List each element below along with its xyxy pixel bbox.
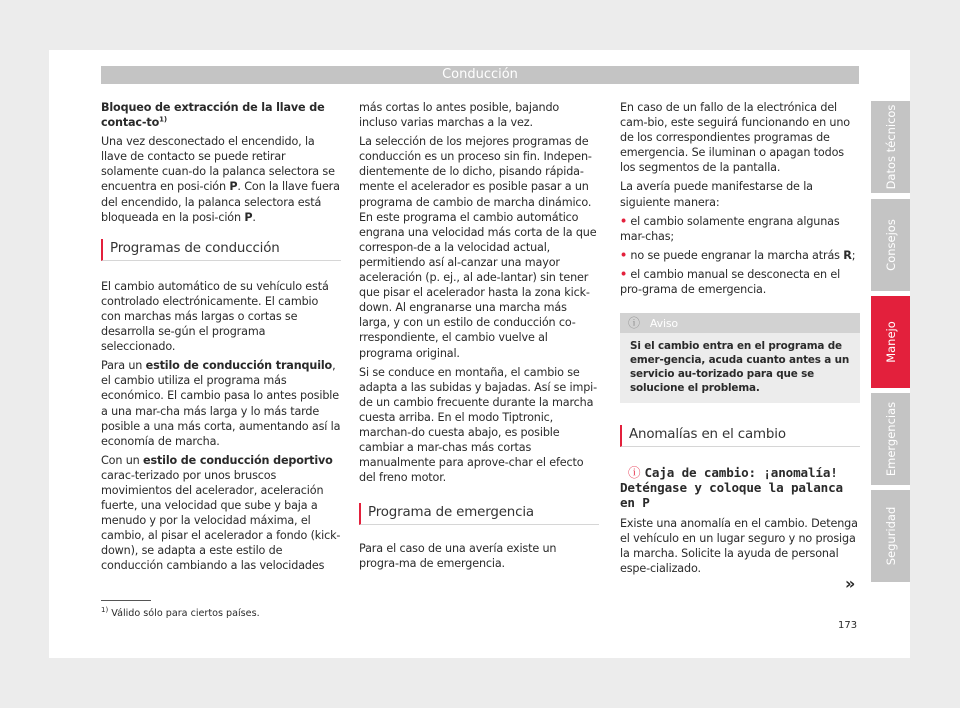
info-icon: ⓘ	[628, 316, 640, 331]
programs-intro: El cambio automático de su vehículo está controlado electrónicamente. El cambio con marchas más largas o cortas se desarrolla se-gún el programa seleccionado.	[101, 279, 329, 354]
paragraph: En caso de un fallo de la electrónica del cam-bio, este seguirá funcionando en uno de los correspondientes programas de emergencia. Se iluminan o apagan todos los segmentos de la pantalla.	[620, 101, 850, 175]
section-heading-anomalies: Anomalías en el cambio	[620, 425, 860, 447]
tranquil-paragraph: Para un estilo de conducción tranquilo, el cambio utiliza el programa más económico. El cambio pasa lo antes posible a una mar-cha más larga y lo más tarde posible a una más corta, aumentando así la economía de marcha.	[101, 359, 341, 448]
continue-arrow-icon: »	[845, 574, 856, 593]
warning-icon: ⓘ	[628, 465, 641, 481]
notice-box	[620, 313, 860, 403]
list-item: • el cambio manual se desconecta en el pro-grama de emergencia.	[620, 267, 841, 297]
footnote-divider	[101, 600, 151, 601]
lock-title: Bloqueo de extracción de la llave de contac-$to^{1)}$	[101, 101, 325, 130]
list-item: • no se puede engranar la marcha atrás R;	[620, 248, 856, 262]
tab-seguridad[interactable]: Seguridad	[871, 490, 910, 582]
footnote-ref: 1)	[159, 115, 167, 124]
column-1	[101, 100, 341, 578]
lock-paragraph: Una vez desconectado el encendido, la llave de contacto se puede retirar solamente cuan-do la palanca selectora se encuentra en posi-ción P. Con la llave fuera del encendido, la palanca selectora está bloqueada en la posi-ción P.	[101, 135, 340, 224]
notice-header: ⓘ Aviso	[620, 313, 860, 333]
paragraph: Existe una anomalía en el cambio. Detenga el vehículo en un lugar seguro y no prosiga la marcha. Solicite la ayuda de personal espe-cializado.	[620, 517, 858, 576]
paragraph: más cortas lo antes posible, bajando incluso varias marchas a la vez.	[359, 101, 560, 130]
column-2	[359, 100, 599, 576]
paragraph: La selección de los mejores programas de conducción es un proceso sin fin. Indepen-dientemente de lo dicho, pisando rápida-mente el acelerador es posible pasar a un programa de cambio de marcha dinámico. En este programa el cambio automático engrana una velocidad más corta de la que correspon-de a la velocidad actual, permitiendo así al-canzar una mayor aceleración (p. ej., al ade-lantar) sin tener que pisar el acelerador hasta la zona kick-down. Al engranarse una marcha más larga, y con un estilo de conducción co-rrespondiente, el cambio vuelve al programa original.	[359, 135, 597, 360]
section-heading-emergency: Programa de emergencia	[359, 503, 599, 525]
sport-paragraph: Con un estilo de conducción deportivo carac-terizado por unos bruscos movimientos del acelerador, aceleración fuerte, una velocidad que sube y baja a menudo y por la velocidad máxima, el cambio, al pisar el acelerador a fondo (kick-down), se adapta a este estilo de conducción cambiando a las velocidades	[101, 453, 341, 573]
page-number: 173	[838, 620, 858, 631]
footnote: $^{1)}$ Válido sólo para ciertos países.	[101, 605, 260, 619]
paragraph: La avería puede manifestarse de la siguiente manera:	[620, 180, 813, 209]
tab-consejos[interactable]: Consejos	[871, 199, 910, 291]
list-item: • el cambio solamente engrana algunas mar-chas;	[620, 214, 840, 243]
paragraph: Si se conduce en montaña, el cambio se adapta a las subidas y bajadas. Así se impi-de un cambio frecuente durante la marcha cuesta arriba. En el modo Tiptronic, marchan-do cuesta abajo, es posible cambiar a mar-chas más cortas manualmente para aprove-char el efecto del freno motor.	[359, 365, 598, 485]
bullet-icon: •	[620, 214, 628, 228]
tab-emergencias[interactable]: Emergencias	[871, 393, 910, 485]
tab-manejo[interactable]: Manejo	[871, 296, 910, 388]
column-3	[620, 100, 860, 581]
paragraph: Para el caso de una avería existe un progra-ma de emergencia.	[359, 542, 557, 571]
section-heading-programs: Programas de conducción	[101, 239, 341, 261]
warning-message: ⓘ Caja de cambio: ¡anomalía! Deténgase y coloque la palanca en P	[620, 465, 843, 511]
page-header: Conducción	[101, 66, 859, 84]
notice-text: Si el cambio entra en el programa de emer-gencia, acuda cuanto antes a un servicio au-torizado para que se solucione el problema.	[630, 340, 850, 395]
bullet-icon: •	[620, 267, 628, 281]
tab-datos-tecnicos[interactable]: Datos técnicos	[871, 101, 910, 193]
bullet-icon: •	[620, 248, 628, 262]
